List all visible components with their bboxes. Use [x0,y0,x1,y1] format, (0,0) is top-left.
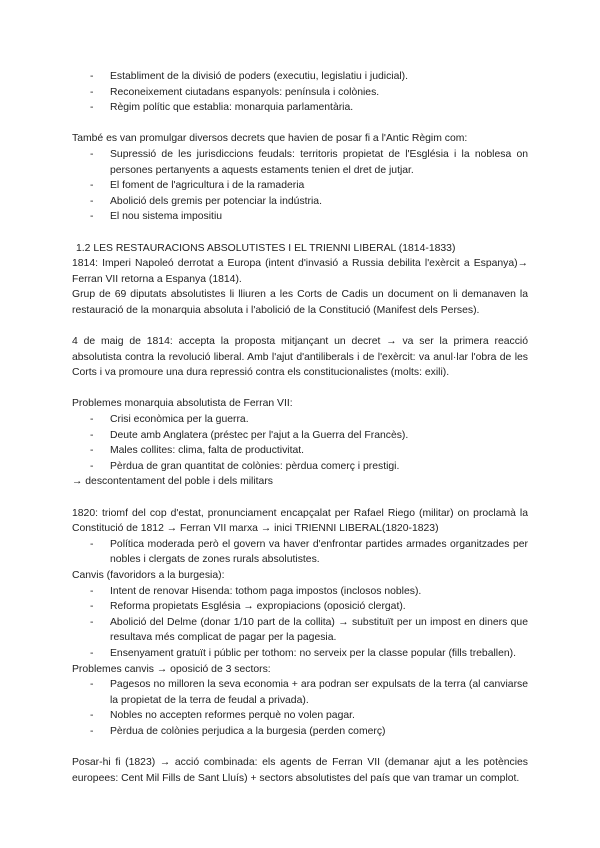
decrees-list [72,147,528,225]
policy-list [72,537,528,568]
changes-list [72,584,528,662]
list-item: - Règim polític que establia: monarquia parlamentària. [72,100,528,116]
list-item: - El foment de l'agricultura i de la ramaderia [72,178,528,194]
list-item: - Males collites: clima, falta de productivitat. [72,443,528,459]
problems-title: Problemes monarquia absolutista de Ferran VII: [72,398,293,410]
list-item: - Crisi econòmica per la guerra. [72,412,528,428]
list-item: - Abolició dels gremis per potenciar la indústria. [72,194,528,210]
list-item: - Establiment de la divisió de poders (executiu, legislatiu i judicial). [72,69,528,85]
list-item: - Ensenyament gratuït i públic per tothom: no serveix per la classe popular (fills treballen). [72,646,528,662]
section-title: 1.2 LES RESTAURACIONS ABSOLUTISTES I EL TRIENNI LIBERAL (1814-1833) [76,242,456,254]
list-item: - Reforma propietats Església → expropiacions (oposició clergat). [72,599,528,615]
list-item: - Pèrdua de colònies perjudica a la burgesia (perden comerç) [72,724,528,740]
list-item: - Nobles no accepten reformes perquè no volen pagar. [72,708,528,724]
opposition-title: Problemes canvis → oposició de 3 sectors: [72,663,271,675]
paragraph-1823: Posar-hi fi (1823) → acció combinada: els agents de Ferran VII (demanar ajut a les potències europees: Cent Mil Fills de Sant Lluís) + sectors absolutistes del país que van tramar un complot. [72,757,528,784]
list-item: - Pagesos no milloren la seva economia + ara podran ser expulsats de la terra (al canviarse la propietat de la terra de feudal a privada). [72,677,528,708]
constitution-list [72,69,528,116]
decrees-intro: També es van promulgar diversos decrets que havien de posar fi a l'Antic Règim com: [72,133,468,145]
discontent-line: → descontentament del poble i dels militars [72,476,273,488]
list-item: - Deute amb Anglatera (préstec per l'ajut a la Guerra del Francès). [72,428,528,444]
paragraph-1814: 1814: Imperi Napoleó derrotat a Europa (intent d'invasió a Russia debilita l'exèrcit a Espanya)→ Ferran VII retorna a Espanya (1814). [72,258,528,285]
problems-list [72,412,528,474]
list-item: - Pèrdua de gran quantitat de colònies: pèrdua comerç i prestigi. [72,459,528,475]
changes-title: Canvis (favoridors a la burgesia): [72,570,225,581]
paragraph-maig: 4 de maig de 1814: accepta la proposta mitjançant un decret → va ser la primera reacció absolutista contra la revolució liberal. Amb l'ajut d'antiliberals i de l'exèrcit: va anul·lar l'obra de les Corts i va promoure una dura repressió contra els constitucionalistes (molts: exili). [72,336,528,379]
paragraph-perses: Grup de 69 diputats absolutistes li lliuren a les Corts de Cadis un document on li demanaven la restauració de la monarquia absoluta i l'abolició de la Constitució (Manifest dels Perses). [72,289,528,316]
list-item: - Intent de renovar Hisenda: tothom paga impostos (inclosos nobles). [72,584,528,600]
opposition-list [72,677,528,739]
list-item: - Supressió de les jurisdiccions feudals: territoris propietat de l'Església i la noblesa on persones pertanyents a aquests estaments tenien el dret de jutjar. [72,147,528,178]
list-item: - El nou sistema impositiu [72,209,528,225]
list-item: - Reconeixement ciutadans espanyols: península i colònies. [72,85,528,101]
paragraph-1820: 1820: triomf del cop d'estat, pronunciament encapçalat per Rafael Riego (militar) on proclamà la Constitució de 1812 → Ferran VII marxa → inici TRIENNI LIBERAL(1820-1823) [72,507,528,535]
list-item: - Política moderada però el govern va haver d'enfrontar partides armades organitzades per nobles i clergats de zones rurals absolutistes. [72,537,528,568]
list-item: - Abolició del Delme (donar 1/10 part de la collita) → substituït per un impost en diners que resultava més complicat de pagar per la pagesia. [72,615,528,646]
